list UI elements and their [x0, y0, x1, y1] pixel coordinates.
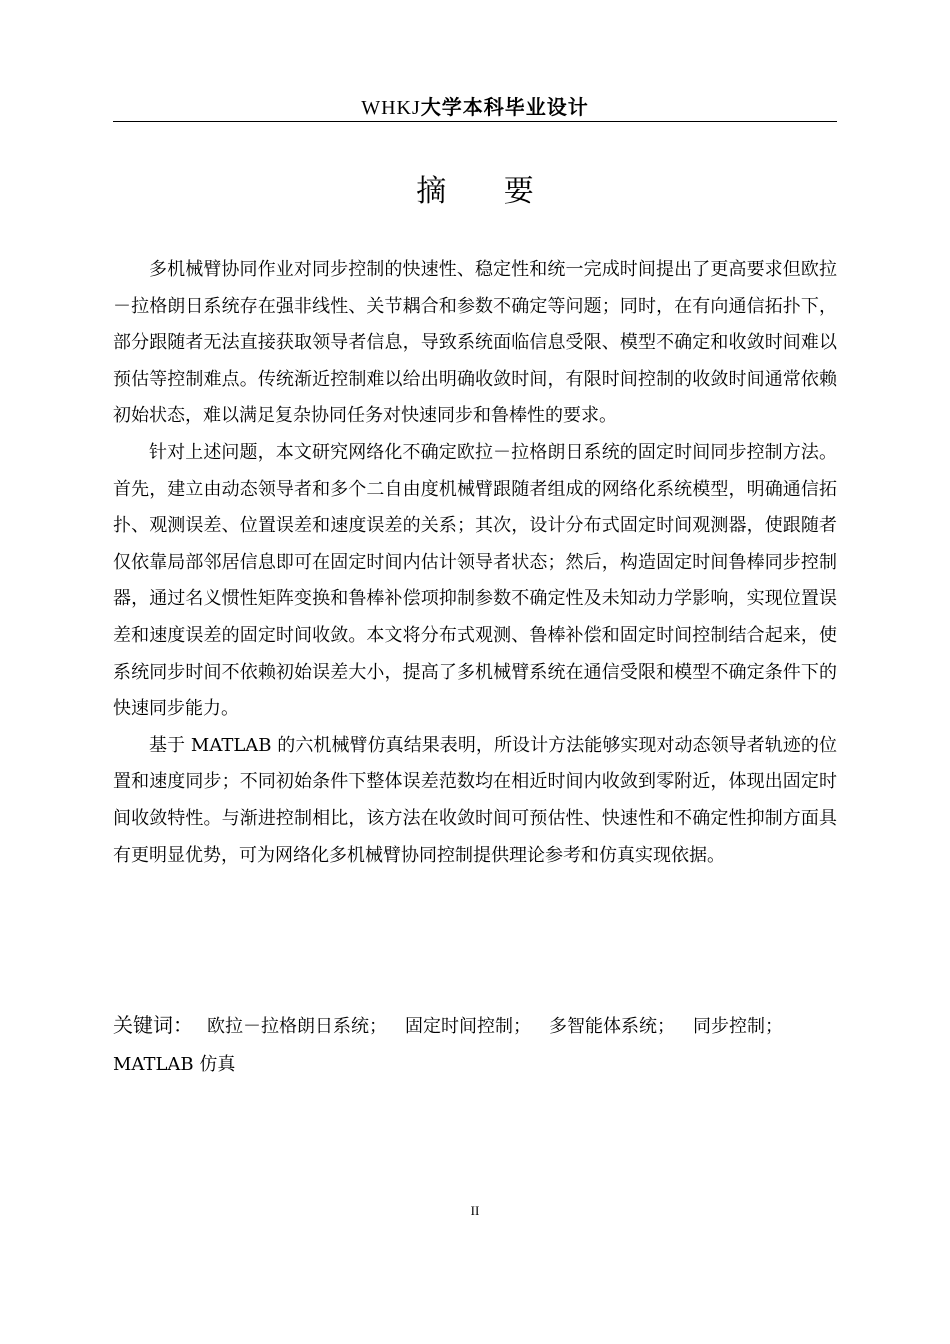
header-title: 大学本科毕业设计 — [420, 95, 589, 119]
abstract-paragraph-1: 多机械臂协同作业对同步控制的快速性、稳定性和统一完成时间提出了更高要求但欧拉－拉格朗日系统存在强非线性、关节耦合和参数不确定等问题；同时，在有向通信拓扑下，部分跟随者无法直接获取领导者信息，导致系统面临信息受限、模型不确定和收敛时间难以预估等控制难点。传统渐近控制难以给出明确收敛时间，有限时间控制的收敛时间通常依赖初始状态，难以满足复杂协同任务对快速同步和鲁棒性的要求。 — [113, 259, 837, 427]
keyword-item: MATLAB 仿真 — [113, 1054, 236, 1075]
keyword-item: 多智能体系统； — [549, 1016, 675, 1037]
keyword-item: 同步控制； — [693, 1016, 783, 1037]
abstract-title: 摘 要 — [416, 174, 534, 209]
abstract-body — [113, 252, 837, 874]
keyword-item: 固定时间控制； — [405, 1016, 531, 1037]
header-latin: WHKJ — [361, 97, 421, 119]
running-header — [113, 93, 837, 121]
abstract-paragraph-2: 针对上述问题，本文研究网络化不确定欧拉－拉格朗日系统的固定时间同步控制方法。首先，建立由动态领导者和多个二自由度机械臂跟随者组成的网络化系统模型，明确通信拓扑、观测误差、位置误差和速度误差的关系；其次，设计分布式固定时间观测器，使跟随者仅依靠局部邻居信息即可在固定时间内估计领导者状态；然后，构造固定时间鲁棒同步控制器，通过名义惯性矩阵变换和鲁棒补偿项抑制参数不确定性及未知动力学影响，实现位置误差和速度误差的固定时间收敛。本文将分布式观测、鲁棒补偿和固定时间控制结合起来，使系统同步时间不依赖初始误差大小，提高了多机械臂系统在通信受限和模型不确定条件下的快速同步能力。 — [113, 441, 837, 720]
keywords-section — [113, 1006, 837, 1084]
header-rule — [113, 121, 837, 122]
abstract-paragraph-3: 基于 MATLAB 的六机械臂仿真结果表明，所设计方法能够实现对动态领导者轨迹的位置和速度同步；不同初始条件下整体误差范数均在相近时间内收敛到零附近，体现出固定时间收敛特性。与渐进控制相比，该方法在收敛时间可预估性、快速性和不确定性抑制方面具有更明显优势，可为网络化多机械臂协同控制提供理论参考和仿真实现依据。 — [113, 734, 837, 866]
keyword-item: 欧拉－拉格朗日系统； — [207, 1016, 387, 1037]
keywords-label: 关键词： — [113, 1013, 193, 1037]
page-number: II — [470, 1203, 480, 1218]
